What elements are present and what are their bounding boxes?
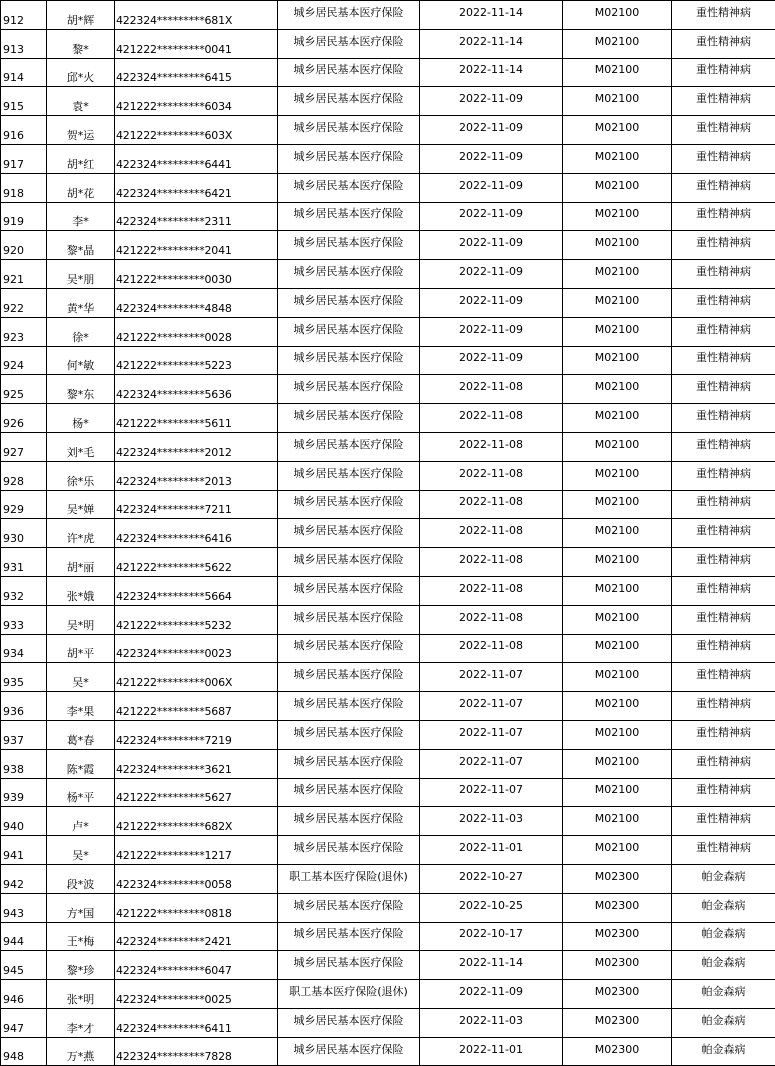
row-number-cell: 948 [1, 1037, 47, 1066]
id-number-cell: 422324*********0023 [115, 634, 278, 663]
table-row [1, 1008, 775, 1037]
disease-code-cell: M02100 [563, 807, 672, 836]
disease-name-cell: 重性精神病 [672, 87, 775, 116]
table-row [1, 807, 775, 836]
insurance-type-cell: 城乡居民基本医疗保险 [278, 893, 420, 922]
patient-name-cell: 吴* [47, 663, 115, 692]
approval-date-cell: 2022-11-09 [420, 260, 563, 289]
patient-name-cell: 黎*东 [47, 375, 115, 404]
patient-name-cell: 何*敏 [47, 346, 115, 375]
disease-name-cell: 重性精神病 [672, 807, 775, 836]
approval-date-cell: 2022-11-09 [420, 317, 563, 346]
table-row [1, 317, 775, 346]
patient-name-cell: 黎* [47, 29, 115, 58]
insurance-type-cell: 城乡居民基本医疗保险 [278, 720, 420, 749]
id-number-cell: 422324*********2013 [115, 461, 278, 490]
id-number-cell: 421222*********0028 [115, 317, 278, 346]
table-row [1, 1, 775, 30]
approval-date-cell: 2022-11-03 [420, 1008, 563, 1037]
row-number-cell: 932 [1, 576, 47, 605]
disease-code-cell: M02100 [563, 720, 672, 749]
table-row [1, 778, 775, 807]
approval-date-cell: 2022-11-14 [420, 29, 563, 58]
id-number-cell: 422324*********7211 [115, 490, 278, 519]
approval-date-cell: 2022-11-14 [420, 58, 563, 87]
patient-name-cell: 胡*丽 [47, 548, 115, 577]
id-number-cell: 422324*********681X [115, 1, 278, 30]
disease-name-cell: 重性精神病 [672, 1, 775, 30]
insurance-type-cell: 城乡居民基本医疗保险 [278, 260, 420, 289]
disease-name-cell: 重性精神病 [672, 432, 775, 461]
table-row [1, 432, 775, 461]
insurance-type-cell: 城乡居民基本医疗保险 [278, 461, 420, 490]
row-number-cell: 916 [1, 116, 47, 145]
disease-code-cell: M02100 [563, 605, 672, 634]
disease-code-cell: M02100 [563, 461, 672, 490]
approval-date-cell: 2022-11-08 [420, 490, 563, 519]
approval-date-cell: 2022-11-08 [420, 605, 563, 634]
row-number-cell: 938 [1, 749, 47, 778]
patient-name-cell: 王*梅 [47, 922, 115, 951]
table-row [1, 634, 775, 663]
id-number-cell: 422324*********0025 [115, 980, 278, 1009]
disease-code-cell: M02300 [563, 980, 672, 1009]
disease-code-cell: M02100 [563, 144, 672, 173]
id-number-cell: 421222*********603X [115, 116, 278, 145]
disease-name-cell: 重性精神病 [672, 144, 775, 173]
table-row [1, 404, 775, 433]
insurance-type-cell: 城乡居民基本医疗保险 [278, 202, 420, 231]
insurance-type-cell: 城乡居民基本医疗保险 [278, 87, 420, 116]
id-number-cell: 421222*********5223 [115, 346, 278, 375]
approval-date-cell: 2022-10-25 [420, 893, 563, 922]
disease-name-cell: 重性精神病 [672, 490, 775, 519]
patient-name-cell: 葛*春 [47, 720, 115, 749]
patient-name-cell: 张*明 [47, 980, 115, 1009]
id-number-cell: 422324*********6441 [115, 144, 278, 173]
id-number-cell: 421222*********682X [115, 807, 278, 836]
id-number-cell: 422324*********0058 [115, 864, 278, 893]
patient-name-cell: 张*娥 [47, 576, 115, 605]
patient-name-cell: 吴* [47, 836, 115, 865]
approval-date-cell: 2022-11-08 [420, 404, 563, 433]
table-row [1, 58, 775, 87]
id-number-cell: 422324*********6047 [115, 951, 278, 980]
row-number-cell: 930 [1, 519, 47, 548]
disease-code-cell: M02100 [563, 116, 672, 145]
approval-date-cell: 2022-11-01 [420, 1037, 563, 1066]
patient-name-cell: 袁* [47, 87, 115, 116]
approval-date-cell: 2022-11-09 [420, 144, 563, 173]
id-number-cell: 421222*********5687 [115, 692, 278, 721]
insurance-type-cell: 城乡居民基本医疗保险 [278, 836, 420, 865]
patient-name-cell: 胡*红 [47, 144, 115, 173]
disease-name-cell: 帕金森病 [672, 893, 775, 922]
insurance-type-cell: 城乡居民基本医疗保险 [278, 663, 420, 692]
id-number-cell: 422324*********4848 [115, 288, 278, 317]
row-number-cell: 931 [1, 548, 47, 577]
disease-code-cell: M02100 [563, 634, 672, 663]
insurance-type-cell: 城乡居民基本医疗保险 [278, 519, 420, 548]
disease-code-cell: M02100 [563, 29, 672, 58]
insurance-type-cell: 城乡居民基本医疗保险 [278, 29, 420, 58]
patient-name-cell: 黎*珍 [47, 951, 115, 980]
patient-name-cell: 贺*运 [47, 116, 115, 145]
approval-date-cell: 2022-11-08 [420, 432, 563, 461]
table-row [1, 548, 775, 577]
insurance-type-cell: 城乡居民基本医疗保险 [278, 432, 420, 461]
disease-code-cell: M02100 [563, 749, 672, 778]
disease-name-cell: 重性精神病 [672, 288, 775, 317]
row-number-cell: 936 [1, 692, 47, 721]
disease-code-cell: M02100 [563, 1, 672, 30]
table-row [1, 288, 775, 317]
row-number-cell: 926 [1, 404, 47, 433]
insurance-type-cell: 城乡居民基本医疗保险 [278, 1, 420, 30]
table-row [1, 576, 775, 605]
id-number-cell: 421222*********5611 [115, 404, 278, 433]
disease-name-cell: 帕金森病 [672, 1008, 775, 1037]
id-number-cell: 421222*********0030 [115, 260, 278, 289]
insurance-type-cell: 城乡居民基本医疗保险 [278, 778, 420, 807]
disease-code-cell: M02100 [563, 288, 672, 317]
insurance-type-cell: 职工基本医疗保险(退休) [278, 864, 420, 893]
approval-date-cell: 2022-10-17 [420, 922, 563, 951]
table-body [1, 1, 775, 1066]
patient-name-cell: 吴*朋 [47, 260, 115, 289]
disease-name-cell: 重性精神病 [672, 404, 775, 433]
patient-name-cell: 邱*火 [47, 58, 115, 87]
id-number-cell: 422324*********5664 [115, 576, 278, 605]
disease-code-cell: M02100 [563, 519, 672, 548]
insurance-type-cell: 城乡居民基本医疗保险 [278, 288, 420, 317]
insurance-type-cell: 城乡居民基本医疗保险 [278, 576, 420, 605]
id-number-cell: 421222*********0041 [115, 29, 278, 58]
insurance-type-cell: 城乡居民基本医疗保险 [278, 173, 420, 202]
disease-name-cell: 重性精神病 [672, 116, 775, 145]
disease-code-cell: M02300 [563, 864, 672, 893]
patient-name-cell: 李*才 [47, 1008, 115, 1037]
insurance-type-cell: 城乡居民基本医疗保险 [278, 490, 420, 519]
disease-code-cell: M02100 [563, 404, 672, 433]
disease-code-cell: M02100 [563, 692, 672, 721]
disease-code-cell: M02100 [563, 548, 672, 577]
approval-date-cell: 2022-11-09 [420, 173, 563, 202]
disease-code-cell: M02300 [563, 1008, 672, 1037]
approval-date-cell: 2022-11-03 [420, 807, 563, 836]
table-row [1, 231, 775, 260]
patient-name-cell: 杨*平 [47, 778, 115, 807]
table-row [1, 922, 775, 951]
row-number-cell: 918 [1, 173, 47, 202]
approval-date-cell: 2022-11-09 [420, 346, 563, 375]
insurance-type-cell: 城乡居民基本医疗保险 [278, 116, 420, 145]
insurance-type-cell: 城乡居民基本医疗保险 [278, 231, 420, 260]
table-row [1, 749, 775, 778]
patient-name-cell: 陈*霞 [47, 749, 115, 778]
id-number-cell: 422324*********2012 [115, 432, 278, 461]
insurance-type-cell: 城乡居民基本医疗保险 [278, 807, 420, 836]
disease-code-cell: M02100 [563, 346, 672, 375]
disease-name-cell: 帕金森病 [672, 864, 775, 893]
insurance-type-cell: 城乡居民基本医疗保险 [278, 404, 420, 433]
disease-name-cell: 重性精神病 [672, 720, 775, 749]
disease-code-cell: M02100 [563, 490, 672, 519]
table-row [1, 29, 775, 58]
id-number-cell: 422324*********6416 [115, 519, 278, 548]
insurance-type-cell: 城乡居民基本医疗保险 [278, 375, 420, 404]
table-row [1, 1037, 775, 1066]
patient-name-cell: 李* [47, 202, 115, 231]
table-row [1, 490, 775, 519]
disease-code-cell: M02100 [563, 173, 672, 202]
approval-date-cell: 2022-11-14 [420, 951, 563, 980]
disease-name-cell: 重性精神病 [672, 634, 775, 663]
table-row [1, 173, 775, 202]
disease-name-cell: 重性精神病 [672, 58, 775, 87]
disease-name-cell: 重性精神病 [672, 519, 775, 548]
id-number-cell: 421222*********2041 [115, 231, 278, 260]
disease-name-cell: 重性精神病 [672, 749, 775, 778]
disease-name-cell: 重性精神病 [672, 231, 775, 260]
row-number-cell: 924 [1, 346, 47, 375]
patient-name-cell: 徐* [47, 317, 115, 346]
row-number-cell: 946 [1, 980, 47, 1009]
id-number-cell: 422324*********7219 [115, 720, 278, 749]
row-number-cell: 920 [1, 231, 47, 260]
patient-name-cell: 杨* [47, 404, 115, 433]
disease-name-cell: 重性精神病 [672, 605, 775, 634]
row-number-cell: 929 [1, 490, 47, 519]
table-row [1, 864, 775, 893]
approval-date-cell: 2022-11-08 [420, 519, 563, 548]
disease-name-cell: 重性精神病 [672, 173, 775, 202]
row-number-cell: 925 [1, 375, 47, 404]
table-row [1, 951, 775, 980]
row-number-cell: 934 [1, 634, 47, 663]
disease-name-cell: 重性精神病 [672, 260, 775, 289]
disease-name-cell: 帕金森病 [672, 1037, 775, 1066]
id-number-cell: 422324*********6415 [115, 58, 278, 87]
approval-date-cell: 2022-11-08 [420, 576, 563, 605]
row-number-cell: 922 [1, 288, 47, 317]
disease-name-cell: 重性精神病 [672, 692, 775, 721]
insurance-type-cell: 城乡居民基本医疗保险 [278, 749, 420, 778]
patient-name-cell: 刘*毛 [47, 432, 115, 461]
row-number-cell: 944 [1, 922, 47, 951]
approval-date-cell: 2022-11-09 [420, 116, 563, 145]
insurance-type-cell: 城乡居民基本医疗保险 [278, 58, 420, 87]
table-row [1, 893, 775, 922]
id-number-cell: 422324*********2421 [115, 922, 278, 951]
patient-name-cell: 胡*辉 [47, 1, 115, 30]
insurance-type-cell: 城乡居民基本医疗保险 [278, 605, 420, 634]
id-number-cell: 422324*********2311 [115, 202, 278, 231]
row-number-cell: 935 [1, 663, 47, 692]
disease-name-cell: 重性精神病 [672, 317, 775, 346]
table-row [1, 144, 775, 173]
id-number-cell: 422324*********6411 [115, 1008, 278, 1037]
table-row [1, 87, 775, 116]
patient-name-cell: 万*燕 [47, 1037, 115, 1066]
patient-name-cell: 卢* [47, 807, 115, 836]
table-row [1, 519, 775, 548]
approval-date-cell: 2022-11-07 [420, 692, 563, 721]
disease-code-cell: M02100 [563, 836, 672, 865]
disease-code-cell: M02100 [563, 87, 672, 116]
patient-name-cell: 徐*乐 [47, 461, 115, 490]
approval-date-cell: 2022-11-09 [420, 980, 563, 1009]
approval-date-cell: 2022-11-09 [420, 202, 563, 231]
disease-name-cell: 帕金森病 [672, 980, 775, 1009]
patient-name-cell: 黄*华 [47, 288, 115, 317]
id-number-cell: 422324*********5636 [115, 375, 278, 404]
approval-date-cell: 2022-11-09 [420, 87, 563, 116]
approval-date-cell: 2022-11-09 [420, 231, 563, 260]
insurance-type-cell: 城乡居民基本医疗保险 [278, 548, 420, 577]
row-number-cell: 947 [1, 1008, 47, 1037]
id-number-cell: 422324*********7828 [115, 1037, 278, 1066]
disease-code-cell: M02100 [563, 432, 672, 461]
id-number-cell: 422324*********6421 [115, 173, 278, 202]
disease-code-cell: M02300 [563, 922, 672, 951]
table-row [1, 202, 775, 231]
id-number-cell: 422324*********3621 [115, 749, 278, 778]
disease-name-cell: 重性精神病 [672, 548, 775, 577]
table-row [1, 663, 775, 692]
disease-code-cell: M02100 [563, 375, 672, 404]
table-row [1, 836, 775, 865]
approval-date-cell: 2022-11-08 [420, 461, 563, 490]
disease-name-cell: 重性精神病 [672, 461, 775, 490]
patient-name-cell: 许*虎 [47, 519, 115, 548]
disease-code-cell: M02300 [563, 893, 672, 922]
row-number-cell: 927 [1, 432, 47, 461]
table-row [1, 375, 775, 404]
id-number-cell: 421222*********1217 [115, 836, 278, 865]
row-number-cell: 933 [1, 605, 47, 634]
patient-name-cell: 黎*晶 [47, 231, 115, 260]
table-row [1, 346, 775, 375]
row-number-cell: 942 [1, 864, 47, 893]
approval-date-cell: 2022-11-07 [420, 778, 563, 807]
patient-name-cell: 胡*平 [47, 634, 115, 663]
approval-date-cell: 2022-11-01 [420, 836, 563, 865]
insurance-type-cell: 城乡居民基本医疗保险 [278, 317, 420, 346]
insurance-type-cell: 城乡居民基本医疗保险 [278, 634, 420, 663]
id-number-cell: 421222*********006X [115, 663, 278, 692]
disease-name-cell: 帕金森病 [672, 922, 775, 951]
patient-name-cell: 吴*明 [47, 605, 115, 634]
table-row [1, 116, 775, 145]
approval-date-cell: 2022-11-08 [420, 375, 563, 404]
row-number-cell: 945 [1, 951, 47, 980]
row-number-cell: 943 [1, 893, 47, 922]
table-row [1, 605, 775, 634]
row-number-cell: 912 [1, 1, 47, 30]
table-row [1, 461, 775, 490]
disease-name-cell: 重性精神病 [672, 836, 775, 865]
disease-name-cell: 重性精神病 [672, 202, 775, 231]
disease-name-cell: 帕金森病 [672, 951, 775, 980]
disease-code-cell: M02100 [563, 231, 672, 260]
insurance-type-cell: 城乡居民基本医疗保险 [278, 951, 420, 980]
disease-name-cell: 重性精神病 [672, 29, 775, 58]
row-number-cell: 939 [1, 778, 47, 807]
disease-code-cell: M02300 [563, 951, 672, 980]
patient-name-cell: 吴*婵 [47, 490, 115, 519]
patient-name-cell: 李*果 [47, 692, 115, 721]
table-row [1, 980, 775, 1009]
insurance-type-cell: 城乡居民基本医疗保险 [278, 1037, 420, 1066]
approval-date-cell: 2022-11-07 [420, 749, 563, 778]
id-number-cell: 421222*********6034 [115, 87, 278, 116]
disease-name-cell: 重性精神病 [672, 346, 775, 375]
row-number-cell: 941 [1, 836, 47, 865]
id-number-cell: 421222*********0818 [115, 893, 278, 922]
id-number-cell: 421222*********5232 [115, 605, 278, 634]
patient-name-cell: 方*国 [47, 893, 115, 922]
approval-date-cell: 2022-11-14 [420, 1, 563, 30]
insurance-type-cell: 城乡居民基本医疗保险 [278, 1008, 420, 1037]
approval-date-cell: 2022-11-08 [420, 548, 563, 577]
row-number-cell: 914 [1, 58, 47, 87]
disease-code-cell: M02100 [563, 58, 672, 87]
disease-code-cell: M02100 [563, 317, 672, 346]
row-number-cell: 923 [1, 317, 47, 346]
row-number-cell: 913 [1, 29, 47, 58]
disease-name-cell: 重性精神病 [672, 576, 775, 605]
id-number-cell: 421222*********5627 [115, 778, 278, 807]
disease-code-cell: M02300 [563, 1037, 672, 1066]
approval-date-cell: 2022-11-09 [420, 288, 563, 317]
disease-name-cell: 重性精神病 [672, 778, 775, 807]
patient-name-cell: 胡*花 [47, 173, 115, 202]
insurance-type-cell: 城乡居民基本医疗保险 [278, 922, 420, 951]
row-number-cell: 915 [1, 87, 47, 116]
disease-code-cell: M02100 [563, 663, 672, 692]
disease-code-cell: M02100 [563, 260, 672, 289]
disease-code-cell: M02100 [563, 778, 672, 807]
id-number-cell: 421222*********5622 [115, 548, 278, 577]
insurance-type-cell: 职工基本医疗保险(退休) [278, 980, 420, 1009]
row-number-cell: 921 [1, 260, 47, 289]
row-number-cell: 928 [1, 461, 47, 490]
table-row [1, 720, 775, 749]
insurance-type-cell: 城乡居民基本医疗保险 [278, 346, 420, 375]
insurance-type-cell: 城乡居民基本医疗保险 [278, 144, 420, 173]
disease-name-cell: 重性精神病 [672, 663, 775, 692]
row-number-cell: 940 [1, 807, 47, 836]
disease-code-cell: M02100 [563, 202, 672, 231]
table-row [1, 692, 775, 721]
row-number-cell: 919 [1, 202, 47, 231]
row-number-cell: 937 [1, 720, 47, 749]
approval-date-cell: 2022-11-08 [420, 634, 563, 663]
disease-name-cell: 重性精神病 [672, 375, 775, 404]
table-row [1, 260, 775, 289]
insurance-type-cell: 城乡居民基本医疗保险 [278, 692, 420, 721]
approval-date-cell: 2022-11-07 [420, 663, 563, 692]
patient-name-cell: 段*波 [47, 864, 115, 893]
disease-code-cell: M02100 [563, 576, 672, 605]
approval-date-cell: 2022-11-07 [420, 720, 563, 749]
approval-date-cell: 2022-10-27 [420, 864, 563, 893]
row-number-cell: 917 [1, 144, 47, 173]
